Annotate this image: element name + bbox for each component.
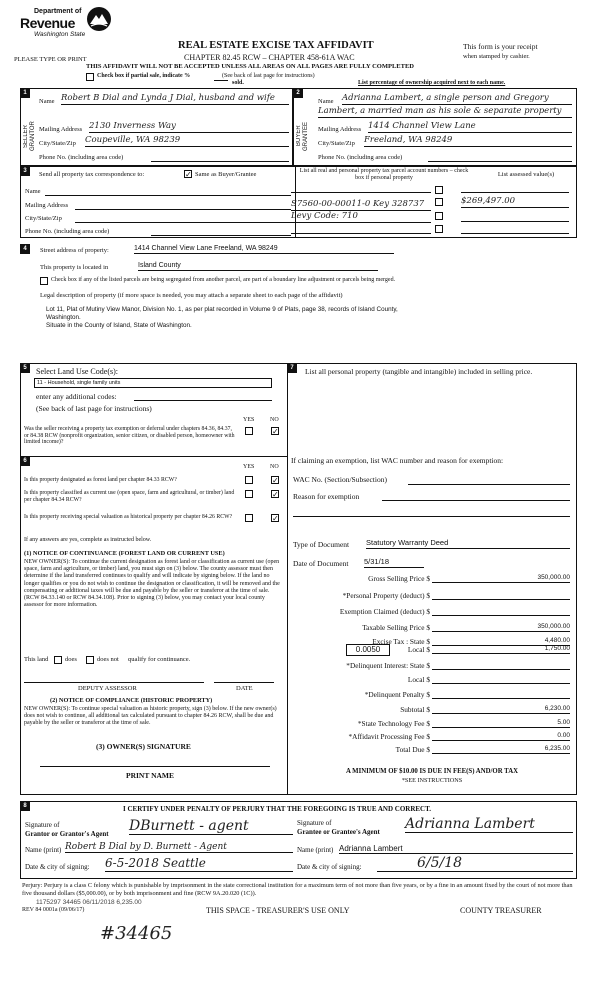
deputy-date-line[interactable] [214, 682, 274, 683]
doc-date-label: Date of Document [293, 559, 349, 568]
section-number: 1 [20, 88, 30, 98]
tax-row-label: Local $ [407, 645, 430, 654]
perjury-notice: Perjury: Perjury is a class C felony which is punishable by imprisonment in the state correctional institution for a maximum term of not more than five years, or by a fine in an amount fixed by the court of not more than five thousand dollars ($5,000.00), or by both imprisonment and fine (RCW 9A.20.020 (1C)). [22, 882, 573, 897]
sec6-q2: Is this property classified as current use (open space, farm and agricultural, or timber) land per chapter 84.34 RCW? [24, 490, 235, 503]
section-7-number: 7 [287, 363, 297, 373]
section-6-number: 6 [20, 456, 30, 466]
grantor-name-field[interactable]: Robert B Dial by D. Burnett - Agent [65, 842, 293, 853]
segregated-label: Check box if any of the listed parcels are being segregated from another parcel, are part of a boundary line adjustment or parcels being merged. [51, 277, 396, 283]
buyer-phone-field[interactable] [428, 161, 572, 162]
grantee-signature[interactable]: Adrianna Lambert [405, 816, 573, 833]
sec6-q1-yes[interactable] [245, 476, 253, 484]
owner-signature-label: (3) OWNER(S) SIGNATURE [96, 742, 191, 751]
seller-mail-field[interactable]: 2130 Inverness Way [89, 122, 289, 133]
tax-row-value[interactable]: 0.00 [432, 732, 570, 741]
tax-row-value[interactable]: 4,480.00 [432, 637, 570, 646]
street-field[interactable]: 1414 Channel View Lane Freeland, WA 98249 [134, 245, 394, 254]
tax-row-value[interactable] [432, 675, 570, 684]
land-use-label: Select Land Use Code(s): [36, 367, 118, 376]
section-5-number: 5 [20, 363, 30, 373]
seller-phone-label: Phone No. (including area code) [39, 154, 124, 161]
buyer-name-field-1[interactable]: Adrianna Lambert, a single person and Gregory [342, 94, 572, 105]
doc-date-field[interactable]: 5/31/18 [364, 558, 424, 568]
personal-property-label: List all personal property (tangible and intangible) included in selling price. [305, 367, 533, 376]
buyer-mail-field[interactable]: 1414 Channel View Lane [368, 122, 572, 133]
tax-row-label: Total Due $ [395, 745, 430, 754]
corr-name-label: Name [25, 188, 41, 195]
does-not-label: does not [97, 656, 119, 663]
grantor-sig-label-2: Grantor or Grantor's Agent [25, 830, 109, 838]
sec6-if-yes: If any answers are yes, complete as instructed below. [24, 537, 152, 543]
located-label: This property is located in [40, 264, 109, 271]
county-field[interactable]: Island County [138, 262, 378, 271]
sec6-q1-no[interactable]: ✓ [272, 476, 279, 485]
parcel-field-3[interactable] [291, 233, 431, 234]
additional-codes-field[interactable] [134, 400, 272, 401]
parcel-field-2[interactable]: Levy Code: 710 [291, 212, 431, 223]
corr-phone-label: Phone No. (including area code) [25, 228, 110, 235]
tax-row-label: *Personal Property (deduct) $ [342, 591, 430, 600]
sec6-no-header: NO [270, 464, 279, 470]
county-treasurer-label: COUNTY TREASURER [460, 906, 542, 915]
section-2-buyer [293, 88, 577, 166]
legal-label: Legal description of property (if more space is needed, you may attach a separate sheet to each page of the affidavit) [40, 292, 343, 299]
seller-mail-label: Mailing Address [39, 126, 83, 133]
qualify-label: qualify for continuance. [128, 656, 191, 663]
seller-name-label: Name [39, 98, 55, 105]
tax-row-label: *Delinquent Interest: State $ [346, 661, 430, 670]
corr-city-field[interactable] [75, 222, 291, 223]
tax-row-value[interactable]: 6,230.00 [432, 705, 570, 714]
tax-row-value[interactable]: 5.00 [432, 719, 570, 728]
tax-row-label: *Affidavit Processing Fee $ [348, 732, 430, 741]
sold-label: sold. [232, 80, 244, 86]
tax-row-value[interactable]: 350,000.00 [432, 623, 570, 632]
notice-compliance-title: (2) NOTICE OF COMPLIANCE (HISTORIC PROPERTY) [50, 697, 213, 704]
print-name-label: PRINT NAME [126, 771, 174, 780]
receipt-note-1: This form is your receipt [463, 42, 538, 51]
grantor-date-label: Date & city of signing: [25, 863, 90, 871]
corr-mail-label: Mailing Address [25, 202, 69, 209]
sec6-q2-yes[interactable] [245, 490, 253, 498]
seller-city-field[interactable]: Coupeville, WA 98239 [85, 136, 289, 147]
legal-line-2: Washington. [46, 314, 81, 321]
parcel-field-0[interactable] [291, 192, 431, 193]
dor-logo [20, 6, 114, 48]
completion-notice: THIS AFFIDAVIT WILL NOT BE ACCEPTED UNLESS ALL AREAS ON ALL PAGES ARE FULLY COMPLETED [86, 63, 414, 70]
sec6-q3-yes[interactable] [245, 514, 253, 522]
buyer-mail-label: Mailing Address [318, 126, 362, 133]
section-3-correspondence [20, 166, 577, 238]
reason-field[interactable] [382, 500, 570, 501]
seller-phone-field[interactable] [151, 161, 289, 162]
buyer-city-field[interactable]: Freeland, WA 98249 [364, 136, 572, 147]
buyer-phone-label: Phone No. (including area code) [318, 154, 403, 161]
does-label: does [65, 656, 77, 663]
tax-row-label: Subtotal $ [400, 705, 430, 714]
see-instructions-note: *SEE INSTRUCTIONS [401, 777, 463, 784]
land-does-not-checkbox[interactable] [86, 656, 94, 664]
assessed-field-2[interactable] [461, 221, 569, 222]
street-label: Street address of property: [40, 247, 109, 254]
assessed-field-0[interactable] [461, 192, 569, 193]
send-correspondence-label: Send all property tax correspondence to: [39, 171, 145, 178]
chapter-ref: CHAPTER 82.45 RCW – CHAPTER 458-61A WAC [184, 53, 355, 62]
buyer-grantee-label: BUYER GRANTEE [296, 121, 309, 151]
parcel-3-personal-checkbox[interactable] [435, 225, 443, 233]
grantee-date-field[interactable]: 6/5/18 [377, 855, 573, 872]
sec6-q3: Is this property receiving special valuation as historical property per chapter 84.26 RCW? [24, 514, 233, 520]
please-type: PLEASE TYPE OR PRINT [14, 56, 87, 63]
tax-row-label: Excise Tax : State $ [372, 637, 430, 646]
page-title: REAL ESTATE EXCISE TAX AFFIDAVIT [178, 40, 374, 51]
tax-row-label: Gross Selling Price $ [368, 574, 430, 583]
sec6-q1: Is this property designated as forest land per chapter 84.33 RCW? [24, 477, 177, 483]
sec5-q1-no[interactable]: ✓ [272, 427, 279, 436]
form-number: REV 84 0001a (09/06/17) [22, 907, 85, 913]
parcel-0-personal-checkbox[interactable] [435, 186, 443, 194]
section-8-certification [20, 801, 577, 879]
local-rate-field[interactable]: 0.0050 [346, 644, 390, 656]
certify-statement: I CERTIFY UNDER PENALTY OF PERJURY THAT THE FOREGOING IS TRUE AND CORRECT. [123, 805, 432, 813]
sec6-q2-no[interactable]: ✓ [272, 490, 279, 499]
tax-row-label: Local $ [407, 675, 430, 684]
corr-city-label: City/State/Zip [25, 215, 62, 222]
grantor-sig-label-1: Signature of [25, 821, 60, 829]
section-number: 2 [293, 88, 303, 98]
grantee-name-field[interactable]: Adrianna Lambert [339, 844, 573, 854]
grantee-sig-label-1: Signature of [297, 819, 332, 827]
grantor-signature[interactable]: DBurnett - agent [129, 818, 293, 835]
minimum-due-note: A MINIMUM OF $10.00 IS DUE IN FEE(S) AND/OR TAX [345, 768, 519, 775]
tax-row-value[interactable]: 6,235.00 [432, 745, 570, 754]
partial-sale-pct-field[interactable] [214, 80, 228, 81]
treasurer-space-label: THIS SPACE - TREASURER'S USE ONLY [206, 906, 350, 915]
sec5-q1: Was the seller receiving a property tax exemption or deferral under chapters 84.36, 84.37, or 84.38 RCW (nonprofit organization, senior citizen, or disabled person, homeowner with limited income)? [24, 426, 235, 446]
logo-dept: Department of [34, 8, 82, 15]
corr-phone-field[interactable] [151, 235, 291, 236]
parcel-1-personal-checkbox[interactable] [435, 198, 443, 206]
wac-label: WAC No. (Section/Subsection) [293, 475, 387, 484]
seller-city-label: City/State/Zip [39, 140, 76, 147]
wac-field[interactable] [408, 484, 570, 485]
segregated-checkbox[interactable] [40, 277, 48, 285]
ownership-pct-note: List percentage of ownership acquired next to each name. [358, 80, 506, 86]
tax-row-value[interactable] [432, 607, 570, 616]
tax-row-label: *Delinquent Penalty $ [364, 690, 430, 699]
tax-row-label: Exemption Claimed (deduct) $ [339, 607, 430, 616]
doc-type-field[interactable]: Statutory Warranty Deed [366, 539, 570, 549]
partial-sale-label: Check box if partial sale, indicate % [97, 73, 191, 79]
land-does-checkbox[interactable] [54, 656, 62, 664]
assessed-field-1[interactable]: $269,497.00 [461, 197, 569, 208]
tax-row-label: *State Technology Fee $ [357, 719, 430, 728]
column-divider [287, 364, 288, 794]
additional-codes-label: enter any additional codes: [36, 392, 117, 401]
notice-continuance-title: (1) NOTICE OF CONTINUANCE (FOREST LAND OR CURRENT USE) [24, 550, 225, 557]
section-number: 4 [20, 244, 30, 254]
this-land-label: This land [24, 656, 49, 663]
legal-line-1: Lot 11, Plat of Mutiny View Manor, Division No. 1, as per plat recorded in Volume 9 of Plats, page 38, records of Island County, [46, 306, 398, 313]
tax-row-value[interactable]: 1,750.00 [432, 645, 570, 654]
buyer-name-field-2[interactable]: Lambert, a married man as his sole & separate property [318, 107, 572, 118]
section-number: 3 [20, 166, 30, 176]
see-back-note: (See back of last page for instructions) [222, 73, 315, 79]
tax-row-label: Taxable Selling Price $ [362, 623, 430, 632]
assessed-field-3[interactable] [461, 233, 569, 234]
same-as-buyer-label: Same as Buyer/Grantee [195, 171, 257, 178]
notice-compliance-body: NEW OWNER(S): To continue special valuation as historic property, sign (3) below. If the new owner(s) does not wish to continue, all additional tax calculated pursuant to chapter 84.26 RCW, shall be due and payable by the seller or transferor at the time of sale. [24, 706, 277, 727]
buyer-city-label: City/State/Zip [318, 140, 355, 147]
tax-row-value[interactable] [432, 690, 570, 699]
grantee-sig-label-2: Grantee or Grantee's Agent [297, 828, 380, 836]
parcel-2-personal-checkbox[interactable] [435, 212, 443, 220]
sec6-yes-header: YES [243, 464, 255, 470]
sec5-sec6-divider [21, 456, 287, 457]
sec6-q3-no[interactable]: ✓ [272, 514, 279, 523]
deputy-assessor-label: DEPUTY ASSESSOR [78, 685, 137, 692]
partial-sale-checkbox[interactable] [86, 73, 94, 81]
section-1-seller [20, 88, 293, 166]
sec5-no-header: NO [270, 417, 279, 423]
deputy-assessor-line[interactable] [24, 682, 204, 683]
notice-continuance-body: NEW OWNER(S): To continue the current designation as forest land or classification as current use (open space, farm and agriculture, or timber) land, you must sign on (3) below. The county assessor must then determine if the land transferred continues to qualify and will indicate by signing below. If the land no longer qualifies or you do not wish to continue the designation or classification, it will be removed and the compensating or additional taxes will be due and payable by the seller or transferor at the time of sale. (RCW 84.33.140 or RCW 84.34.108). Prior to signing (3) below, you may contact your local county assessor for more information. [24, 559, 280, 609]
owner-signature-line[interactable] [40, 766, 270, 767]
logo-state: Washington State [34, 31, 86, 38]
seller-name-field[interactable]: Robert B Dial and Lynda J Dial, husband and wife [61, 94, 289, 105]
logo-mountain-icon [86, 6, 112, 32]
sec5-yes-header: YES [243, 417, 255, 423]
tax-row-value[interactable]: 350,000.00 [432, 574, 570, 583]
logo-name: Revenue [20, 15, 75, 31]
handwritten-receipt-number: #34465 [100, 923, 173, 944]
exemption-claim-label: If claiming an exemption, list WAC number and reason for exemption: [291, 456, 504, 465]
grantor-date-field[interactable]: 6-5-2018 Seattle [105, 857, 293, 872]
tax-row-value[interactable] [432, 591, 570, 600]
legal-line-3: Situate in the County of Island, State of Washington. [46, 322, 192, 329]
sec5-see-back: (See back of last page for instructions) [36, 404, 152, 413]
tax-row-value[interactable] [432, 661, 570, 670]
parcel-field-1[interactable]: S7560-00-00011-0 Key 328737 [291, 200, 431, 211]
assessed-header: List assessed value(s) [497, 171, 555, 178]
section-number: 8 [20, 801, 30, 811]
receipt-note-2: when stamped by cashier. [463, 53, 530, 60]
sec5-q1-yes[interactable] [245, 427, 253, 435]
same-as-buyer-checkbox[interactable]: ✓ [185, 170, 192, 179]
buyer-name-label: Name [318, 98, 334, 105]
grantee-name-label: Name (print) [297, 846, 334, 854]
reason-label: Reason for exemption [293, 492, 360, 501]
parcel-header: List all real and personal property tax parcel account numbers – check box if personal property [299, 168, 469, 181]
doc-type-label: Type of Document [293, 540, 350, 549]
seller-grantor-label: SELLER GRANTOR [23, 121, 36, 151]
reason-field-2[interactable] [293, 516, 570, 517]
section-4-property [20, 244, 577, 356]
grantee-date-label: Date & city of signing: [297, 863, 362, 871]
corr-name-field[interactable] [45, 195, 291, 196]
corr-mail-field[interactable] [75, 209, 291, 210]
grantor-name-label: Name (print) [25, 846, 62, 854]
land-use-select[interactable]: 11 - Household, single family units [34, 378, 272, 388]
treasurer-stamp: 1175297 34465 06/11/2018 6,235.00 [36, 899, 142, 906]
deputy-date-label: DATE [236, 685, 253, 692]
